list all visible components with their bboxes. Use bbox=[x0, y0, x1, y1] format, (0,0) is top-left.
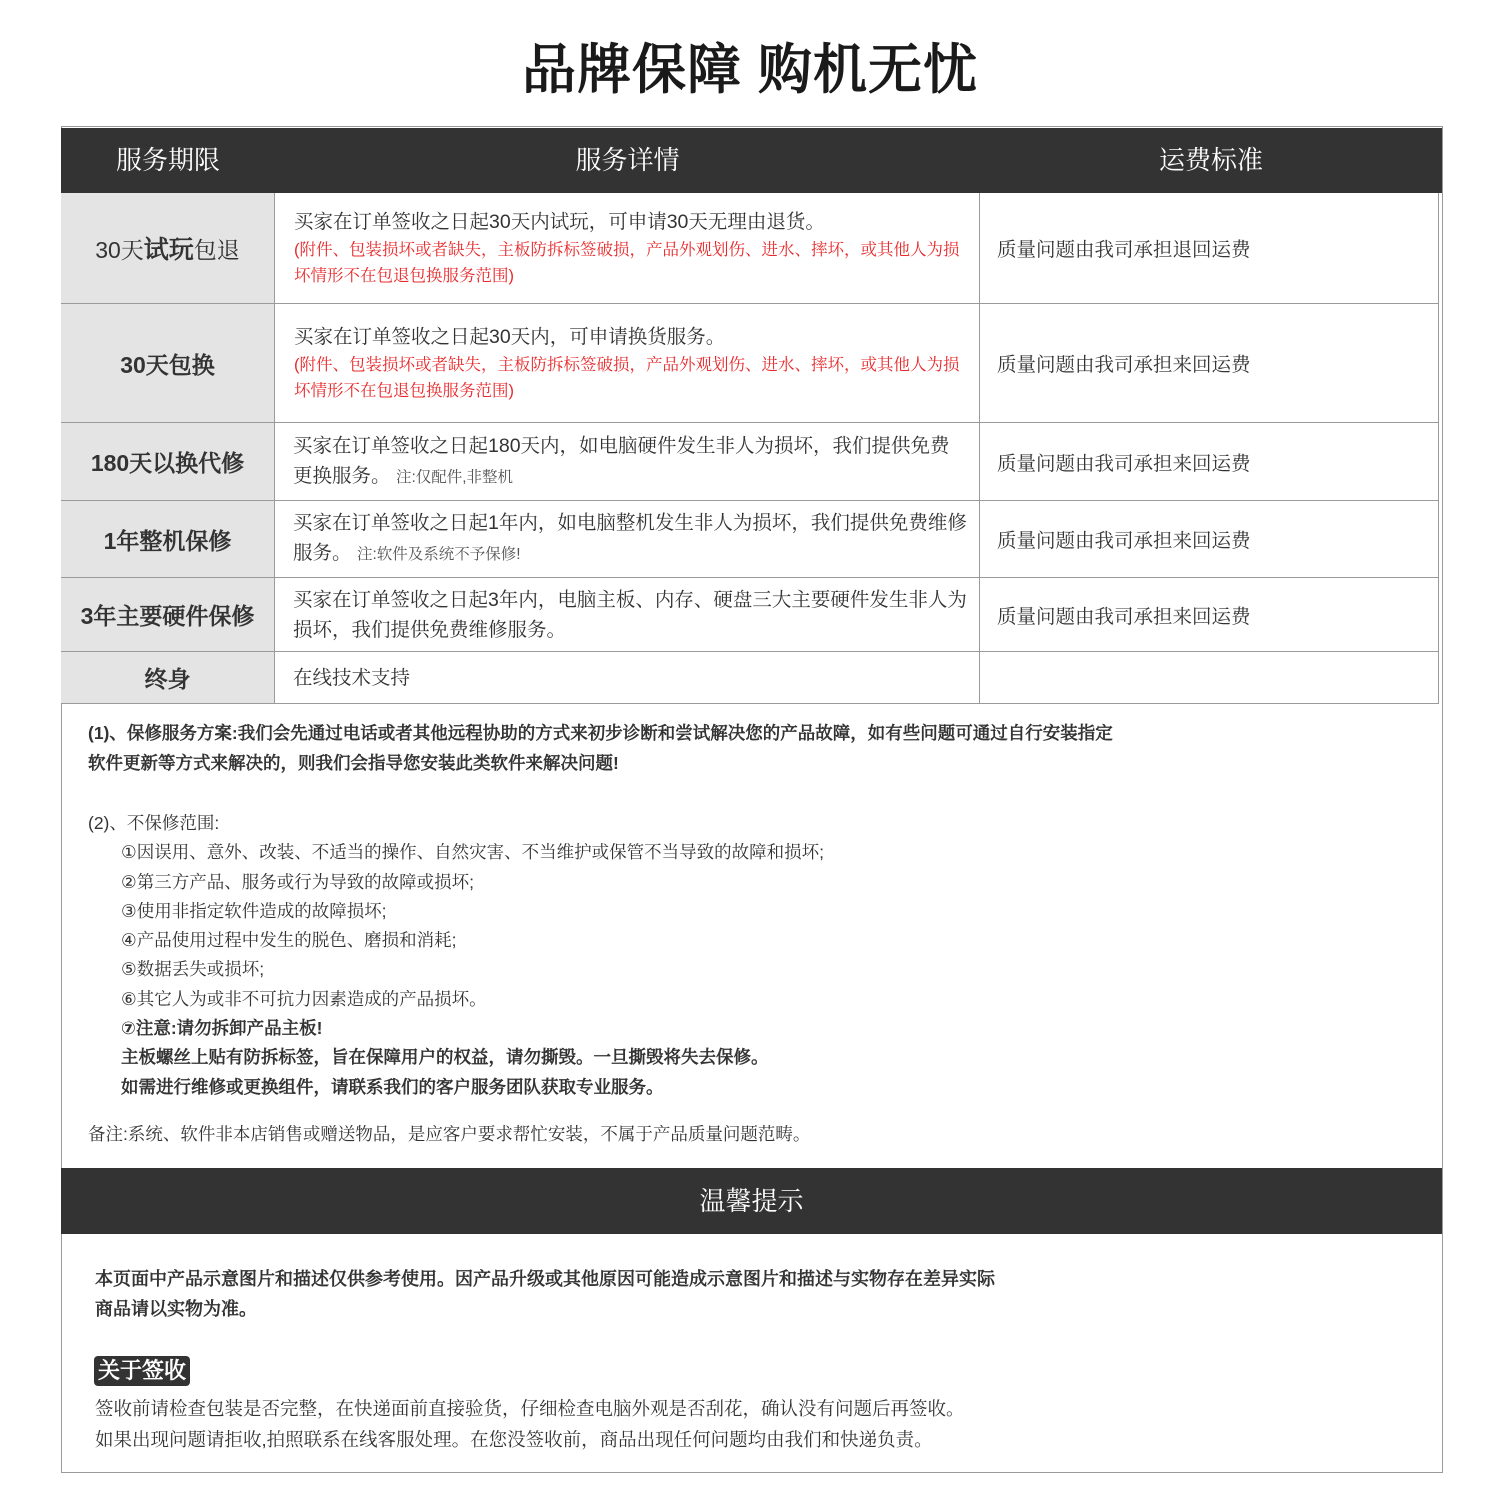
exclusion-item: ⑥其它人为或非不可抗力因素造成的产品损坏。 bbox=[121, 988, 487, 1009]
detail-text: 买家在订单签收之日起30天内试玩，可申请30天无理由退货。 bbox=[294, 211, 825, 233]
fee-cell: 质量问题由我司承担来回运费 bbox=[980, 304, 1439, 422]
service-plan-line-2: 软件更新等方式来解决的，则我们会指导您安装此类软件来解决问题! bbox=[88, 753, 619, 773]
detail-cell bbox=[275, 193, 980, 303]
service-plan-line-1: (1)、保修服务方案:我们会先通过电话或者其他远程协助的方式来初步诊断和尝试解决您的产品故障，如有些问题可通过自行安装指定 bbox=[88, 723, 1113, 743]
detail-text: 买家在订单签收之日起3年内，电脑主板、内存、硬盘三大主要硬件发生非人为损坏，我们提供免费维修服务。 bbox=[293, 588, 967, 641]
header-service-period: 服务期限 bbox=[115, 145, 220, 175]
fee-cell: 质量问题由我司承担来回运费 bbox=[980, 578, 1439, 651]
table-header bbox=[61, 128, 1442, 193]
period-cell: 3年主要硬件保修 bbox=[61, 578, 275, 651]
fee-cell bbox=[980, 652, 1439, 703]
tips-header: 温馨提示 bbox=[61, 1168, 1442, 1234]
exclusion-item: ④产品使用过程中发生的脱色、磨损和消耗; bbox=[121, 930, 457, 951]
fee-cell: 质量问题由我司承担来回运费 bbox=[980, 501, 1439, 577]
period-cell: 1年整机保修 bbox=[61, 501, 275, 577]
period-cell: 终身 bbox=[61, 652, 275, 703]
period-prefix: 30天 bbox=[95, 236, 144, 263]
exclusion-item: ②第三方产品、服务或行为导致的故障或损坏; bbox=[121, 871, 475, 892]
tips-body bbox=[95, 1264, 1395, 1324]
warning-line: 如需进行维修或更换组件，请联系我们的客户服务团队获取专业服务。 bbox=[121, 1076, 664, 1097]
signing-line-2: 如果出现问题请拒收,拍照联系在线客服处理。在您没签收前，商品出现任何问题均由我们和快递负责。 bbox=[95, 1429, 933, 1450]
detail-note: 注:仅配件,非整机 bbox=[395, 468, 514, 486]
detail-main-text: 买家在订单签收之日起1年内，如电脑整机发生非人为损坏，我们提供免费维修服务。 bbox=[293, 512, 967, 564]
warranty-notes bbox=[88, 718, 1428, 1149]
remark: 备注:系统、软件非本店销售或赠送物品，是应客户要求帮忙安装，不属于产品质量问题范畴。 bbox=[88, 1123, 811, 1144]
table-row bbox=[61, 304, 1439, 423]
header-shipping-fee: 运费标准 bbox=[1158, 145, 1263, 175]
header-service-detail: 服务详情 bbox=[575, 145, 680, 175]
page-title: 品牌保障 购机无忧 bbox=[521, 40, 978, 100]
table-row bbox=[61, 423, 1439, 501]
signing-body bbox=[95, 1393, 1395, 1455]
detail-text: 在线技术支持 bbox=[293, 666, 411, 689]
detail-cell bbox=[275, 501, 980, 577]
exclusion-title: (2)、不保修范围: bbox=[88, 813, 220, 833]
table-row bbox=[61, 501, 1439, 578]
detail-cell bbox=[275, 652, 980, 703]
period-cell bbox=[61, 193, 275, 303]
warning-line: 主板螺丝上贴有防拆标签，旨在保障用户的权益，请勿撕毁。一旦撕毁将失去保修。 bbox=[121, 1047, 769, 1068]
detail-cell bbox=[275, 304, 980, 422]
table-row bbox=[61, 578, 1439, 652]
exclusion-item: ⑤数据丢失或损坏; bbox=[121, 959, 265, 980]
warning-title: ⑦注意:请勿拆卸产品主板! bbox=[121, 1018, 323, 1039]
detail-main-text: 买家在订单签收之日起180天内，如电脑硬件发生非人为损坏，我们提供免费更换服务。 bbox=[293, 434, 950, 487]
period-suffix: 包退 bbox=[193, 236, 240, 263]
tips-line-2: 商品请以实物为准。 bbox=[95, 1299, 257, 1319]
detail-exclusion-note: (附件、包装损坏或者缺失，主板防拆标签破损，产品外观划伤、进水、摔坏，或其他人为损坏情形不在包退包换服务范围) bbox=[294, 241, 960, 285]
tips-line-1: 本页面中产品示意图片和描述仅供参考使用。因产品升级或其他原因可能造成示意图片和描述与实物存在差异实际 bbox=[95, 1269, 995, 1289]
table-row bbox=[61, 193, 1439, 304]
fee-cell: 质量问题由我司承担退回运费 bbox=[980, 193, 1439, 303]
signing-badge: 关于签收 bbox=[94, 1356, 190, 1386]
period-strong: 试玩 bbox=[143, 236, 194, 264]
detail-note: 注:软件及系统不予保修! bbox=[356, 546, 521, 563]
fee-cell: 质量问题由我司承担来回运费 bbox=[980, 423, 1439, 500]
period-cell: 30天包换 bbox=[61, 304, 275, 422]
detail-text bbox=[293, 431, 967, 493]
detail-text bbox=[293, 508, 967, 570]
period-cell: 180天以换代修 bbox=[61, 423, 275, 500]
detail-cell bbox=[275, 578, 980, 651]
signing-line-1: 签收前请检查包装是否完整，在快递面前直接验货，仔细检查电脑外观是否刮花，确认没有问题后再签收。 bbox=[95, 1398, 965, 1419]
detail-cell bbox=[275, 423, 980, 500]
exclusion-item: ①因误用、意外、改装、不适当的操作、自然灾害、不当维护或保管不当导致的故障和损坏; bbox=[121, 842, 825, 863]
exclusion-item: ③使用非指定软件造成的故障损坏; bbox=[121, 900, 387, 921]
detail-text: 买家在订单签收之日起30天内，可申请换货服务。 bbox=[294, 326, 726, 348]
table-row bbox=[61, 652, 1439, 704]
detail-exclusion-note: (附件、包装损坏或者缺失，主板防拆标签破损，产品外观划伤、进水、摔坏，或其他人为损坏情形不在包退包换服务范围) bbox=[294, 356, 960, 400]
